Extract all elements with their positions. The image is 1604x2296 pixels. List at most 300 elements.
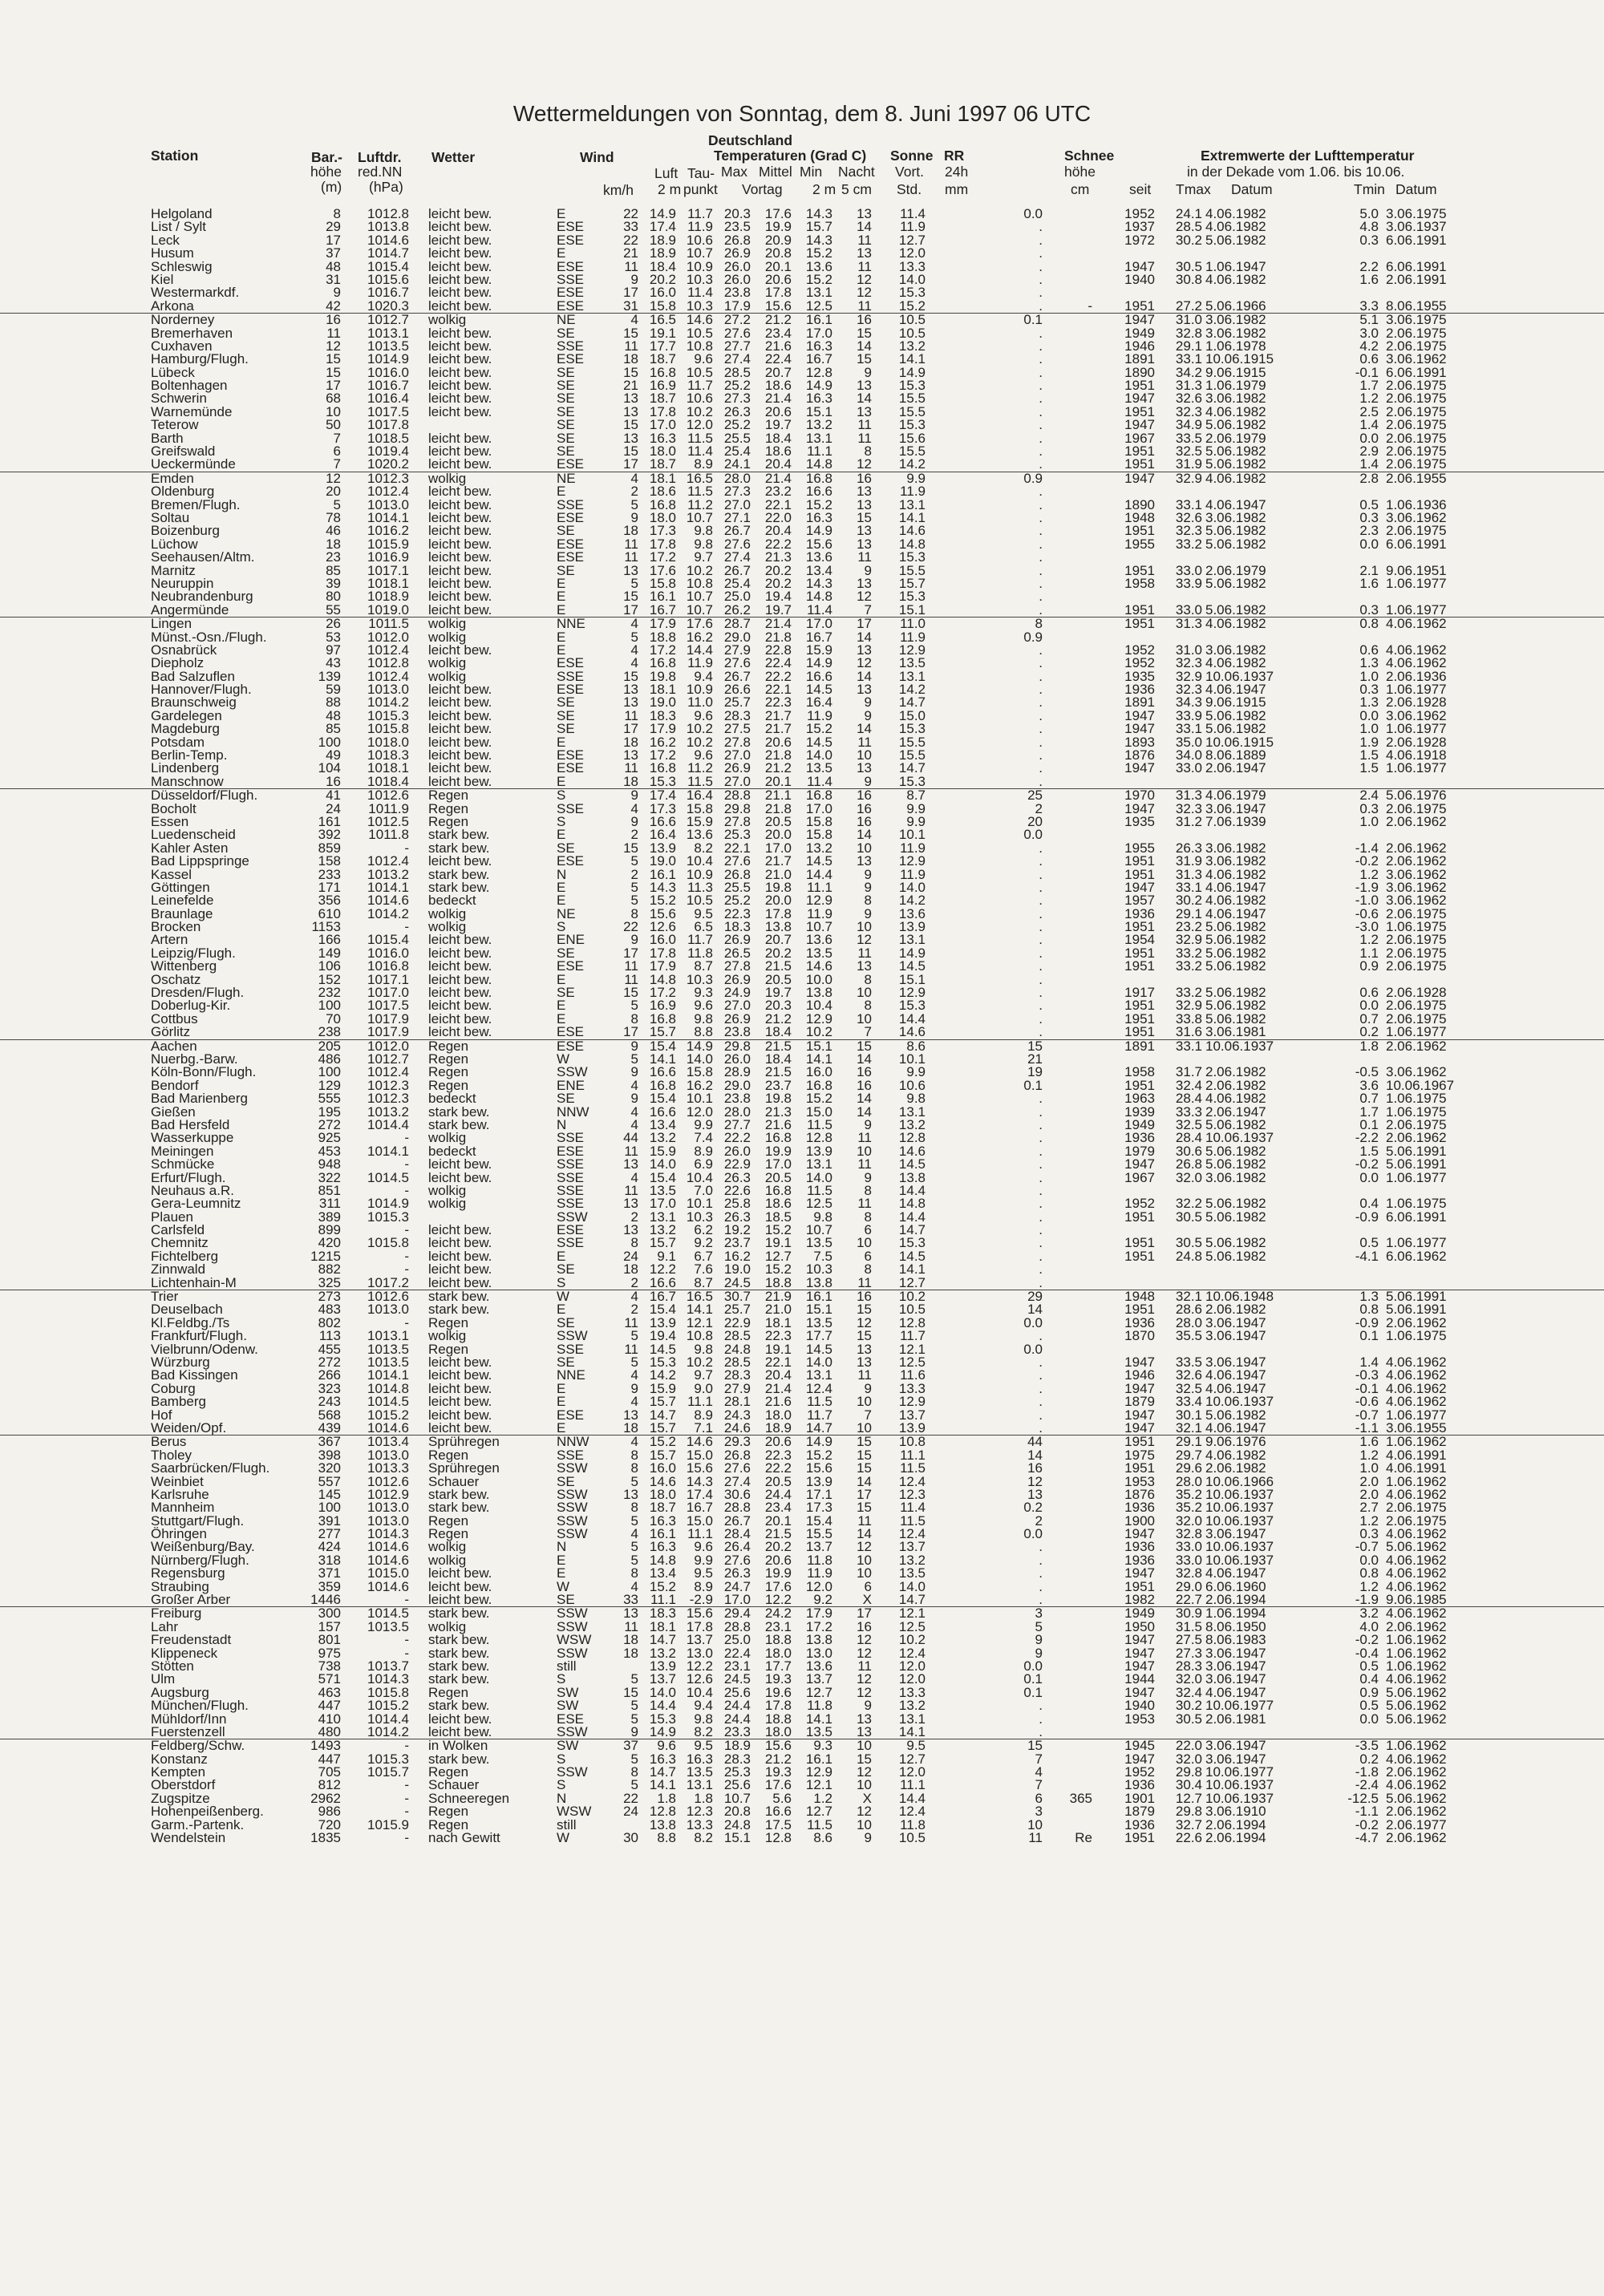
cell-record-since: 1935 [1124,670,1155,683]
cell-barometer-height: 166 [318,933,341,946]
cell-weather: leicht bew. [428,999,492,1012]
cell-dew-point: 7.1 [694,1422,713,1435]
cell-weather: leicht bew. [428,392,492,405]
cell-wind-direction: NNW [557,1106,589,1119]
cell-wind-direction: E [557,1395,565,1408]
cell-wind-direction: N [557,869,566,881]
cell-night-min-5cm: X [863,1792,872,1805]
cell-barometer-height: 68 [326,392,341,405]
cell-record-tmax: 32.5 [1176,445,1202,458]
cell-dew-point: 16.5 [687,1290,713,1303]
cell-record-tmin-date: 9.06.1985 [1386,1593,1447,1606]
cell-wind-speed: 5 [631,1554,638,1567]
cell-barometer-height: 8 [334,208,341,221]
cell-night-min-5cm: 15 [857,1040,872,1053]
cell-wind-speed: 17 [623,723,638,735]
cell-dew-point: 9.8 [694,1013,713,1026]
cell-temp-max: 27.0 [724,775,751,788]
cell-air-temp: 15.2 [650,1436,676,1448]
cell-weather: leicht bew. [428,736,492,749]
cell-sunshine: 12.0 [899,1766,926,1779]
cell-sunshine: 13.2 [899,340,926,353]
cell-wind-direction: still [557,1660,577,1673]
cell-air-temp: 17.6 [650,565,676,577]
cell-record-since: 1947 [1124,1356,1155,1369]
cell-temp-max: 27.8 [724,816,751,828]
cell-record-tmin-date: 3.06.1962 [1386,1066,1447,1079]
cell-temp-min: 11.5 [807,1395,832,1408]
cell-temp-mean: 12.2 [765,1593,792,1606]
cell-sunshine: 15.3 [899,1237,926,1249]
cell-air-temp: 8.8 [657,1832,676,1844]
cell-pressure: - [404,1317,409,1330]
cell-pressure: 1014.7 [367,247,409,260]
cell-dew-point: 12.2 [687,1660,713,1673]
cell-temp-max: 28.0 [724,472,751,485]
cell-record-tmin: -0.2 [1355,1634,1379,1646]
cell-record-tmin-date: 5.06.1991 [1386,1158,1447,1171]
cell-temp-max: 24.9 [724,986,751,999]
cell-sunshine: 13.9 [899,921,926,933]
cell-temp-max: 28.8 [724,1621,751,1634]
cell-weather: leicht bew. [428,432,492,445]
cell-temp-max: 28.5 [724,1356,751,1369]
table-row [0,1039,1604,1053]
cell-record-tmax-date: 10.06.1937 [1205,1554,1274,1567]
cell-weather: leicht bew. [428,974,492,986]
cell-record-tmax: 31.3 [1176,618,1202,630]
cell-precipitation: . [1039,974,1043,986]
cell-precipitation: . [1039,590,1043,603]
cell-snow-depth: Re [1075,1832,1092,1844]
cell-weather: leicht bew. [428,247,492,260]
cell-weather: leicht bew. [428,1013,492,1026]
cell-record-tmax-date: 5.06.1982 [1205,524,1266,537]
cell-station: Mannheim [151,1501,214,1514]
cell-wind-speed: 9 [631,1726,638,1739]
cell-station: Luedenscheid [151,828,236,841]
cell-record-tmax: 28.0 [1176,1317,1202,1330]
cell-record-tmax: 30.1 [1176,1409,1202,1422]
cell-dew-point: 14.0 [687,1053,713,1066]
cell-temp-mean: 23.2 [765,485,792,498]
cell-pressure: 1013.0 [367,1303,409,1316]
cell-wind-direction: SSW [557,1462,588,1475]
cell-night-min-5cm: 11 [857,1197,872,1210]
cell-sunshine: 14.6 [899,1026,926,1039]
cell-precipitation: . [1039,762,1043,775]
cell-precipitation: 3 [1035,1805,1043,1818]
cell-wind-speed: 2 [631,828,638,841]
cell-wind-direction: SE [557,406,575,419]
cell-wind-direction: still [557,1819,577,1832]
cell-precipitation: . [1039,432,1043,445]
cell-temp-max: 26.8 [724,1449,751,1462]
cell-wind-speed: 4 [631,1106,638,1119]
cell-station: Aachen [151,1040,197,1053]
cell-record-tmax: 31.7 [1176,1066,1202,1079]
cell-temp-mean: 20.3 [765,999,792,1012]
cell-precipitation: . [1039,392,1043,405]
cell-pressure: 1017.1 [367,565,409,577]
cell-wind-direction: ESE [557,1026,584,1039]
cell-air-temp: 11.1 [650,1593,676,1606]
cell-record-tmin: 0.0 [1359,432,1379,445]
cell-dew-point: 6.7 [694,1250,713,1263]
cell-precipitation: 0.0 [1023,1660,1043,1673]
cell-record-tmin: 0.3 [1359,234,1379,247]
cell-precipitation: 0.0 [1023,1343,1043,1356]
cell-sunshine: 15.1 [899,974,926,986]
cell-weather: leicht bew. [428,1172,492,1184]
cell-weather: leicht bew. [428,683,492,696]
cell-wind-direction: ESE [557,353,584,366]
cell-weather: Schauer [428,1476,479,1488]
cell-record-tmax-date: 9.06.1915 [1205,366,1266,379]
cell-wind-direction: E [557,208,565,221]
cell-temp-min: 13.5 [806,1317,832,1330]
cell-record-since: 1947 [1124,1753,1155,1766]
cell-record-tmin: 1.2 [1359,1515,1379,1528]
cell-barometer-height: 17 [326,379,341,392]
cell-barometer-height: 37 [326,247,341,260]
cell-precipitation: . [1039,406,1043,419]
cell-record-tmax: 33.2 [1176,538,1202,551]
cell-temp-mean: 21.7 [765,855,792,868]
cell-pressure: - [404,1224,409,1237]
cell-wind-speed: 17 [623,947,638,960]
cell-record-tmax: 33.2 [1176,947,1202,960]
cell-pressure: 1011.8 [368,828,409,841]
cell-sunshine: 12.5 [899,1621,926,1634]
cell-dew-point: 8.7 [694,1277,713,1290]
cell-record-tmin: 0.4 [1359,1673,1379,1686]
cell-station: Neuhaus a.R. [151,1184,234,1197]
cell-wind-speed: 5 [631,1713,638,1726]
cell-wind-direction: E [557,999,565,1012]
cell-wind-speed: 4 [631,314,638,326]
cell-temp-max: 24.3 [724,1409,751,1422]
cell-record-tmin-date: 1.06.1977 [1386,1026,1447,1039]
cell-station: Neuruppin [151,577,213,590]
cell-station: Boltenhagen [151,379,227,392]
cell-dew-point: 11.8 [687,947,713,960]
cell-temp-max: 10.7 [724,1792,751,1805]
cell-night-min-5cm: 11 [857,1369,872,1382]
cell-station: Leinefelde [151,894,213,907]
cell-barometer-height: 447 [318,1699,341,1712]
cell-record-tmax-date: 10.06.1937 [1205,1792,1274,1805]
cell-record-tmax-date: 5.06.1982 [1205,1250,1266,1263]
cell-air-temp: 14.7 [650,1634,676,1646]
cell-dew-point: 11.4 [687,286,713,299]
cell-wind-speed: 15 [623,366,638,379]
cell-precipitation: . [1039,1092,1043,1105]
cell-temp-mean: 23.4 [765,1501,792,1514]
cell-station: Weißenburg/Bay. [151,1541,255,1553]
cell-temp-mean: 19.3 [765,1673,792,1686]
cell-record-since: 1954 [1124,933,1155,946]
cell-temp-min: 14.3 [806,577,832,590]
cell-record-since: 1936 [1124,1132,1155,1144]
cell-wind-speed: 8 [631,908,638,921]
cell-sunshine: 13.2 [899,1554,926,1567]
cell-temp-mean: 20.7 [765,366,792,379]
cell-record-tmax-date: 5.06.1982 [1205,933,1266,946]
cell-precipitation: . [1039,960,1043,973]
cell-dew-point: 8.7 [694,960,713,973]
cell-precipitation: 5 [1035,1621,1043,1634]
cell-barometer-height: 15 [326,366,341,379]
cell-record-since: 1951 [1124,1079,1155,1092]
cell-temp-max: 25.2 [724,894,751,907]
cell-pressure: 1015.9 [367,538,409,551]
cell-temp-min: 7.5 [813,1250,832,1263]
cell-record-tmax: 30.5 [1176,1713,1202,1726]
cell-temp-mean: 16.6 [765,1805,792,1818]
cell-record-tmax: 27.5 [1176,1634,1202,1646]
cell-pressure: 1018.0 [367,736,409,749]
cell-record-tmax-date: 1.06.1994 [1205,1607,1266,1620]
cell-night-min-5cm: 12 [857,933,872,946]
cell-record-tmin: 0.1 [1359,1330,1379,1342]
cell-record-tmin-date: 1.06.1977 [1386,604,1447,617]
cell-precipitation: 19 [1027,1066,1043,1079]
cell-dew-point: 9.6 [694,1541,713,1553]
cell-dew-point: 14.1 [687,1303,713,1316]
cell-pressure: 1014.1 [367,881,409,894]
cell-record-since: 1958 [1124,577,1155,590]
header-station: Station [151,148,198,164]
cell-record-tmax-date: 4.06.1982 [1205,618,1266,630]
cell-record-tmin-date: 5.06.1962 [1386,1541,1447,1553]
cell-record-tmax-date: 4.06.1982 [1205,273,1266,286]
cell-dew-point: 10.2 [687,565,713,577]
cell-air-temp: 18.3 [650,1607,676,1620]
cell-record-tmin-date: 2.06.1975 [1386,933,1447,946]
cell-record-since: 1879 [1124,1805,1155,1818]
cell-record-tmax: 35.2 [1176,1501,1202,1514]
cell-record-tmax: 32.8 [1176,327,1202,340]
cell-air-temp: 13.9 [650,1317,676,1330]
cell-record-tmin: -0.1 [1355,1383,1379,1395]
cell-precipitation: . [1039,1383,1043,1395]
cell-record-tmin: -0.5 [1355,1066,1379,1079]
cell-precipitation: . [1039,1224,1043,1237]
cell-temp-max: 28.4 [724,1528,751,1541]
cell-wind-direction: SE [557,1317,575,1330]
cell-precipitation: 15 [1027,1040,1043,1053]
cell-pressure: 1013.0 [367,1449,409,1462]
cell-record-tmax-date: 4.06.1947 [1205,1687,1266,1699]
cell-record-tmax-date: 5.06.1982 [1205,1158,1266,1171]
cell-wind-speed: 5 [631,999,638,1012]
cell-sunshine: 15.2 [899,300,926,313]
cell-barometer-height: 15 [326,353,341,366]
cell-dew-point: 10.7 [687,604,713,617]
cell-air-temp: 15.9 [650,1145,676,1158]
cell-wind-direction: N [557,1541,566,1553]
cell-weather: wolkig [428,472,466,485]
cell-air-temp: 16.9 [650,999,676,1012]
header-min-2m: 2 m [812,182,836,197]
cell-temp-mean: 18.4 [765,432,792,445]
cell-precipitation: . [1039,524,1043,537]
cell-temp-max: 17.0 [724,1593,751,1606]
cell-pressure: - [404,1739,409,1752]
header-sonne-std: Std. [897,182,921,197]
cell-record-tmax-date: 10.06.1937 [1205,1040,1274,1053]
cell-wind-speed: 15 [623,419,638,431]
cell-wind-speed: 2 [631,1211,638,1224]
cell-station: Oschatz [151,974,200,986]
cell-weather: wolkig [428,1184,466,1197]
cell-dew-point: 6.5 [694,921,713,933]
cell-record-since: 1951 [1124,565,1155,577]
cell-station: Bocholt [151,803,196,816]
cell-sunshine: 12.4 [899,1805,926,1818]
cell-record-tmin-date: 1.06.1975 [1386,1092,1447,1105]
cell-dew-point: 11.5 [687,775,713,788]
cell-record-since: 1979 [1124,1145,1155,1158]
cell-temp-mean: 20.6 [765,406,792,419]
cell-record-since: 1946 [1124,340,1155,353]
cell-station: Köln-Bonn/Flugh. [151,1066,256,1079]
cell-record-tmin-date: 2.06.1955 [1386,472,1447,485]
cell-wind-speed: 13 [623,1224,638,1237]
cell-station: Bremerhaven [151,327,233,340]
cell-record-tmin: 0.0 [1359,710,1379,723]
cell-air-temp: 17.9 [650,618,676,630]
table-row [0,1026,1604,1039]
cell-dew-point: 11.4 [687,445,713,458]
cell-wind-speed: 4 [631,1528,638,1541]
cell-record-tmax-date: 5.06.1982 [1205,723,1266,735]
cell-temp-max: 26.9 [724,762,751,775]
cell-sunshine: 12.9 [899,986,926,999]
cell-dew-point: 11.2 [687,499,713,512]
cell-air-temp: 18.9 [650,247,676,260]
cell-record-tmax: 35.2 [1176,1488,1202,1501]
cell-temp-mean: 15.2 [765,1263,792,1276]
cell-precipitation: . [1039,1172,1043,1184]
cell-wind-speed: 11 [624,551,638,564]
cell-record-since: 1967 [1124,1172,1155,1184]
cell-dew-point: 10.9 [687,683,713,696]
cell-dew-point: 9.8 [694,1343,713,1356]
cell-sunshine: 11.4 [900,1501,926,1514]
cell-record-tmin-date: 2.06.1962 [1386,1832,1447,1844]
cell-record-tmin: 4.0 [1359,1621,1379,1634]
cell-record-tmax-date: 2.06.1994 [1205,1832,1266,1844]
cell-record-tmin: 1.1 [1359,947,1379,960]
cell-precipitation: . [1039,247,1043,260]
cell-weather: leicht bew. [428,1026,492,1039]
header-rr-mm: mm [945,182,968,197]
cell-dew-point: 10.9 [687,869,713,881]
cell-weather: Regen [428,1317,468,1330]
cell-record-tmax-date: 1.06.1978 [1205,340,1266,353]
cell-record-tmin: 2.9 [1359,445,1379,458]
header-tmax: Tmax [1176,182,1211,197]
cell-sunshine: 14.5 [899,1158,926,1171]
cell-record-tmax-date: 3.06.1947 [1205,1356,1266,1369]
cell-barometer-height: 738 [318,1660,341,1673]
cell-precipitation: . [1039,947,1043,960]
cell-barometer-height: 23 [326,551,341,564]
cell-wind-speed: 21 [623,379,638,392]
cell-night-min-5cm: 12 [857,1673,872,1686]
cell-barometer-height: 483 [318,1303,341,1316]
cell-barometer-height: 367 [318,1436,341,1448]
cell-record-tmin: 0.7 [1359,1092,1379,1105]
cell-record-tmax-date: 10.06.1937 [1205,670,1274,683]
cell-air-temp: 12.6 [650,921,676,933]
cell-weather: Regen [428,1528,468,1541]
cell-barometer-height: 20 [326,485,341,498]
cell-temp-min: 14.8 [806,590,832,603]
cell-record-tmax: 32.5 [1176,1383,1202,1395]
cell-weather: leicht bew. [428,538,492,551]
cell-night-min-5cm: 15 [857,1303,872,1316]
cell-station: Dresden/Flugh. [151,986,244,999]
cell-precipitation: . [1039,842,1043,855]
cell-precipitation: . [1039,1237,1043,1249]
cell-air-temp: 13.4 [650,1119,676,1132]
cell-temp-mean: 20.5 [765,1476,792,1488]
cell-record-tmax-date: 2.06.1981 [1205,1713,1266,1726]
cell-temp-mean: 21.6 [765,1395,792,1408]
cell-record-tmin: 0.0 [1359,1554,1379,1567]
cell-air-temp: 1.8 [657,1792,676,1805]
cell-record-tmax: 33.1 [1176,1040,1202,1053]
cell-temp-max: 27.9 [724,644,751,657]
cell-wind-speed: 24 [623,1250,638,1263]
cell-wind-speed: 31 [623,300,638,313]
cell-record-tmax-date: 4.06.1947 [1205,1383,1266,1395]
cell-precipitation: 0.1 [1023,1673,1043,1686]
cell-station: Berus [151,1436,186,1448]
cell-temp-max: 24.1 [724,458,751,471]
cell-temp-min: 17.9 [806,1607,832,1620]
cell-night-min-5cm: 15 [857,1449,872,1462]
cell-weather: bedeckt [428,1145,476,1158]
cell-temp-max: 22.6 [724,1184,751,1197]
cell-pressure: 1018.1 [367,762,409,775]
cell-record-tmax-date: 3.06.1982 [1205,327,1266,340]
cell-record-since: 1947 [1124,392,1155,405]
cell-barometer-height: 802 [318,1317,341,1330]
cell-record-tmax: 30.2 [1176,1699,1202,1712]
cell-temp-max: 26.4 [724,1541,751,1553]
cell-record-tmin: 5.1 [1359,314,1379,326]
cell-sunshine: 10.5 [899,314,926,326]
cell-wind-speed: 18 [623,1647,638,1660]
cell-air-temp: 13.2 [650,1224,676,1237]
cell-record-tmin: 0.2 [1359,1026,1379,1039]
table-row [0,458,1604,471]
cell-pressure: - [404,1158,409,1171]
header-schnee: Schnee [1064,148,1114,164]
cell-record-tmin: 0.8 [1359,1303,1379,1316]
cell-barometer-height: 322 [318,1172,341,1184]
cell-barometer-height: 7 [334,458,341,471]
cell-record-tmax: 32.6 [1176,1369,1202,1382]
cell-wind-direction: SSW [557,1066,588,1079]
cell-air-temp: 15.4 [650,1092,676,1105]
cell-record-tmax-date: 1.06.1979 [1205,379,1266,392]
cell-record-tmin: -4.1 [1355,1250,1379,1263]
